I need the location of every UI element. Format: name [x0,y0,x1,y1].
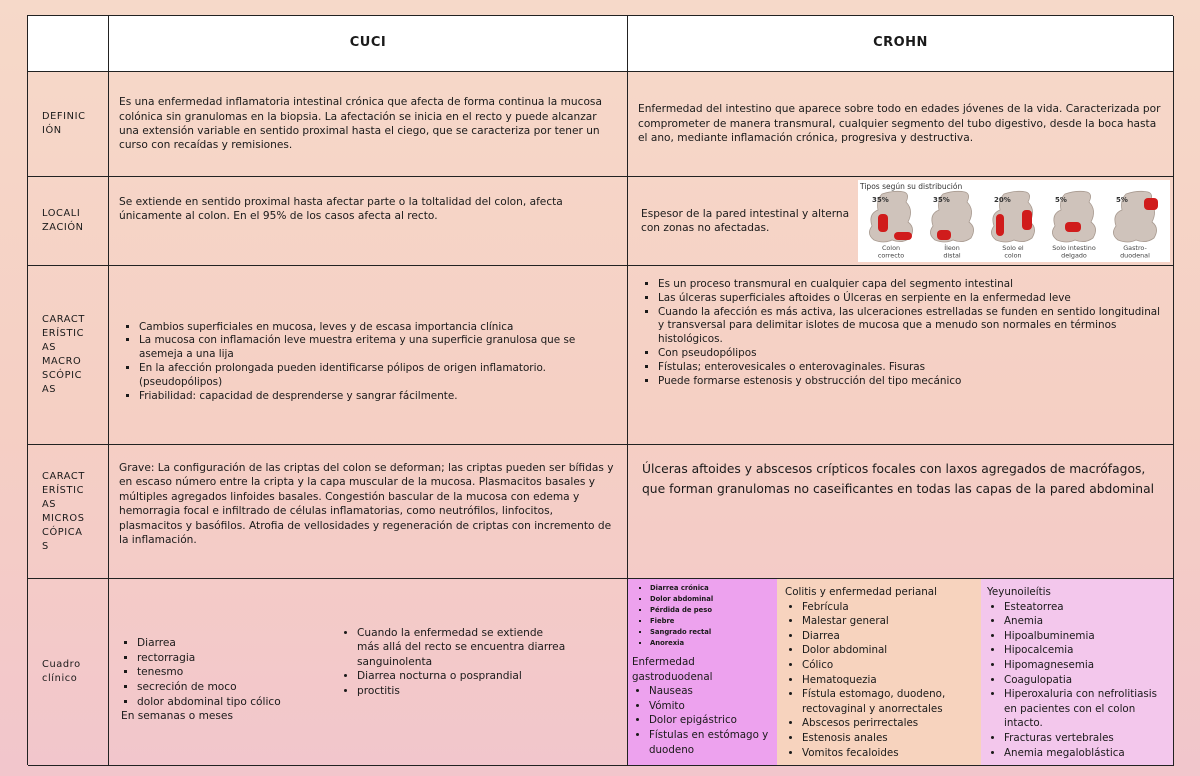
region-label: Solo el [1002,244,1024,252]
region-label: correcto [877,251,905,260]
list-item: • Hipoalbuminemia [1004,629,1168,644]
affected-region [894,232,912,240]
list-item: ▪ Pérdida de peso [650,605,773,616]
list-item: • Malestar general [802,614,973,629]
list-item: ▪ La mucosa con inflamación leve muestra eritema y una superficie granulosa que se asemeja a una lija [139,334,617,362]
list-item: • Coagulopatia [1004,673,1168,688]
list-item: ▪ Es un proceso transmural en cualquier capa del segmento intestinal [658,278,1163,292]
list-item: ▪ Cuando la afección es más activa, las ulceraciones estrelladas se funden en sentido longitudinal y transversal para delimitar islotes de mucosa que a menudo son normales en términos histológicos. [658,306,1163,347]
affected-region [937,230,951,240]
crohn-gastro-title: Enfermedad gastroduodenal [632,656,713,683]
list-item: ▪ Sangrado rectal [650,627,773,638]
list-item: ▪ Con pseudopólipos [658,347,1163,361]
list-item: • Hematoquezia [802,673,973,688]
list-item: • Fracturas vertebrales [1004,731,1168,746]
list-item: ▪ Fiebre [650,616,773,627]
list-item: • Hipocalcemia [1004,643,1168,658]
list-item: • Diarrea [802,629,973,644]
intestine-diagram [1113,191,1158,259]
list-item: ▪ Diarrea [137,636,337,651]
list-item: ▪ rectorragia [137,651,337,666]
row-label-localizacion: LOCALI ZACIÓN [28,177,109,266]
affected-region [1022,210,1032,230]
crohn-yeyuno-list [987,600,1168,761]
cuci-symptom-list [117,636,337,709]
list-item: • Cólico [802,658,973,673]
crohn-panel-colitis [777,579,981,766]
percent-label: 20% [994,196,1011,204]
percent-label: 5% [1055,196,1067,204]
list-item: • Cuando la enfermedad se extiende más allá del recto se encuentra diarrea sanguinolenta [357,626,567,670]
region-label: duodenal [1120,251,1150,260]
crohn-definicion: Enfermedad del intestino que aparece sobre todo en edades jóvenes de la vida. Caracterizada por comprometer de manera transmural, cualquier segmento del tubo digestivo, desde la boca hasta el ano, mediante inflamación crónica, progresiva y destructiva. [628,72,1174,177]
figure-title: Tipos según su distribución [860,182,963,191]
list-item: ▪ Diarrea crónica [650,583,773,594]
list-item: ▪ Anorexia [650,638,773,649]
list-item: • Vómito [649,699,773,714]
percent-label: 35% [933,196,950,204]
cuci-localizacion: Se extiende en sentido proximal hasta afectar parte o la toltalidad del colon, afecta únicamente al colon. En el 95% de los casos afecta al recto. [109,177,628,266]
cuci-definicion: Es una enfermedad inflamatoria intestinal crónica que afecta de forma continua la mucosa colónica sin granulomas en la biopsia. La afectación se inicia en el recto y puede alcanzar una extensión variable en sentido proximal hasta el ciego, que se caracteriza por tener un curso con recaídas y remisiones. [109,72,628,177]
list-item: ▪ Dolor abdominal [650,594,773,605]
list-item: • Hipomagnesemia [1004,658,1168,673]
list-item: ▪ Friabilidad: capacidad de desprenderse y sangrar fácilmente. [139,390,617,404]
distribution-figure [858,180,1170,262]
list-item: • Fístulas en estómago y duodeno [649,728,773,757]
header-cuci: CUCI [109,16,628,72]
cuci-microscopicas: Grave: La configuración de las criptas del colon se deforman; las criptas pueden ser bífidas y en escaso número entre la cripta y la capa muscular de la mucosa. Plasmacitos basales y múltiples agregados linfoides basales. Congestión bascular de la mucosa con edema y hemorragia focal e infiltrado de células inflamatorias, como neutrófilos, linfocitos, plasmacitos y basófilos. Atrofia de vellosidades y regeneración de criptas con incremento de la inflamación. [109,445,628,579]
list-item: • Nauseas [649,684,773,699]
list-item: • Anemia megaloblástica [1004,746,1168,761]
affected-region [1065,222,1081,232]
affected-region [996,214,1004,236]
list-item: ▪ tenesmo [137,665,337,680]
distribution-diagram [858,180,1170,262]
region-label: Colon [881,244,901,252]
intestine-diagram [991,191,1034,259]
crohn-macroscopicas [628,266,1174,445]
list-item: • Estenosis anales [802,731,973,746]
cuci-cuadro [109,579,628,766]
affected-region [878,214,888,232]
crohn-panel-yeyunoileitis [981,579,1174,766]
cuci-macroscopicas [109,266,628,445]
list-item: ▪ secreción de moco [137,680,337,695]
list-item: • Dolor abdominal [802,643,973,658]
cuci-duration-note: En semanas o meses [121,710,233,723]
crohn-yeyuno-title: Yeyunoileítis [987,586,1051,598]
percent-label: 5% [1116,196,1128,204]
crohn-colitis-list [785,600,973,761]
region-label: colon [1004,251,1022,260]
crohn-gastro-list [632,684,773,757]
list-item: ▪ dolor abdominal tipo cólico [137,695,337,710]
list-item: • Abscesos perirrectales [802,716,973,731]
list-item: ▪ Puede formarse estenosis y obstrucción del tipo mecánico [658,375,1163,389]
crohn-colitis-title: Colitis y enfermedad perianal [785,586,937,598]
list-item: • Hiperoxaluria con nefrolitiasis en pacientes con el colon intacto. [1004,687,1168,731]
list-item: ▪ En la afección prolongada pueden identificarse pólipos de origen inflamatorio. (pseudopólipos) [139,362,617,390]
crohn-macro-list [638,278,1163,388]
list-item: • Vomitos fecaloides [802,746,973,761]
list-item: ▪ Cambios superficiales en mucosa, leves y de escasa importancia clínica [139,321,617,335]
region-label: distal [943,251,961,260]
list-item: ▪ Las úlceras superficiales aftoides o Úlceras en serpiente en la enfermedad leve [658,292,1163,306]
crohn-localizacion-text: Espesor de la pared intestinal y alterna con zonas no afectadas. [641,207,850,234]
crohn-localizacion [628,177,1174,266]
row-label-cuadro: Cuadro clínico [28,579,109,766]
list-item: ▪ Fístulas; enterovesicales o enterovaginales. Fisuras [658,361,1163,375]
region-label: Gastro- [1123,244,1147,252]
region-label: Íleon [944,244,960,252]
list-item: • proctitis [357,684,567,699]
list-item: • Dolor epigástrico [649,713,773,728]
list-item: • Fístula estomago, duodeno, rectovaginal y anorrectales [802,687,973,716]
crohn-panel-gastroduodenal [628,579,777,766]
percent-label: 35% [872,196,889,204]
crohn-general-list [632,583,773,649]
row-label-definicion: DEFINIC IÓN [28,72,109,177]
comparison-table [27,15,1173,765]
row-label-macroscopicas: CARACT ERÍSTIC AS MACRO SCÓPIC AS [28,266,109,445]
list-item: • Diarrea nocturna o posprandial [357,669,567,684]
cuci-macro-list [119,321,617,404]
list-item: • Esteatorrea [1004,600,1168,615]
list-item: • Anemia [1004,614,1168,629]
crohn-cuadro [628,579,1174,766]
region-label: Solo intestino [1052,244,1096,252]
crohn-microscopicas: Úlceras aftoides y abscesos crípticos focales con laxos agregados de macrófagos, que forman granulomas no caseificantes en todas las capas de la pared abdominal [628,445,1174,579]
affected-region [1144,198,1158,210]
corner-cell [28,16,109,72]
cuci-extension-list [337,626,567,699]
intestine-diagram [1052,191,1096,259]
region-label: delgado [1061,251,1087,260]
list-item: • Febrícula [802,600,973,615]
intestine-diagram [930,191,973,259]
row-label-microscopicas: CARACT ERÍSTIC AS MICROS CÓPICA S [28,445,109,579]
intestine-diagram [869,191,912,259]
header-crohn: CROHN [628,16,1174,72]
